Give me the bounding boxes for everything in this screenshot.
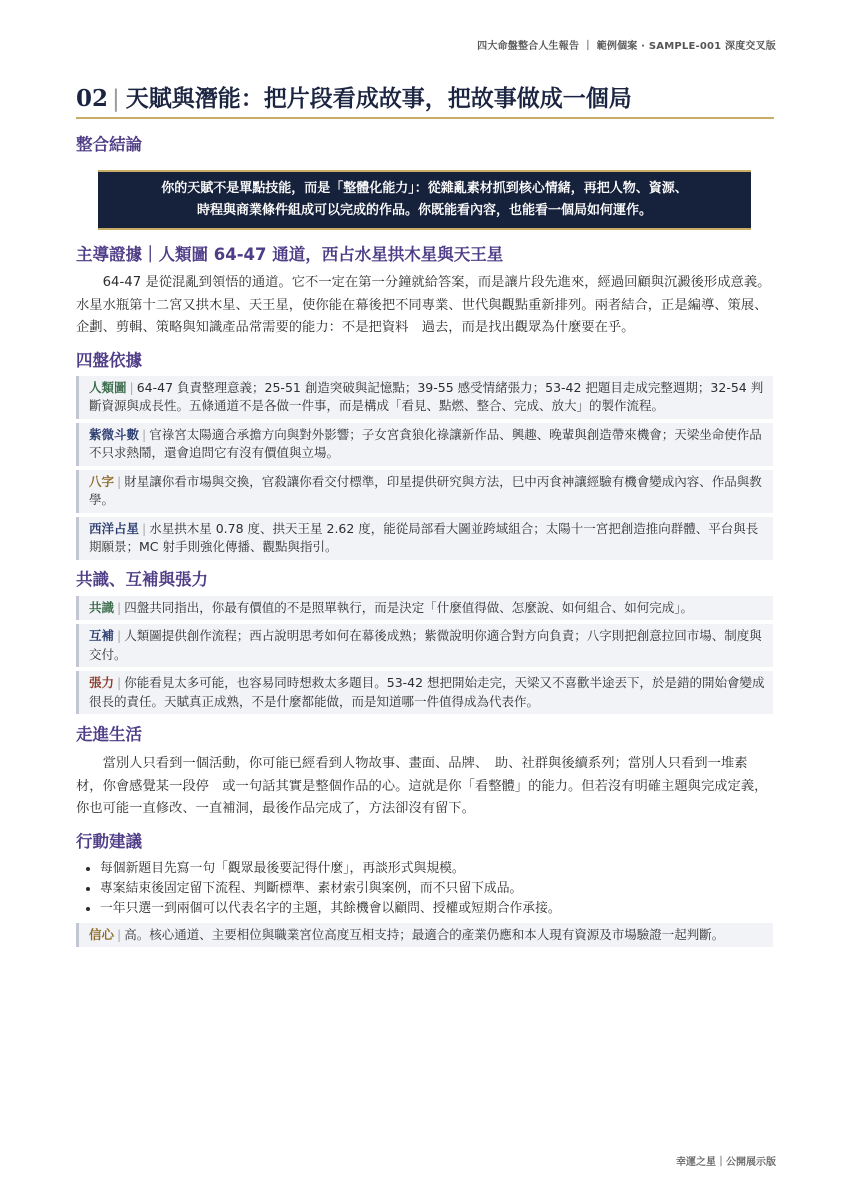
callout-line: 時程與商業條件組成可以完成的作品。你既能看內容，也能看一個局如何運作。 (196, 203, 652, 218)
section-heading-four-charts: 四盤依據 (76, 350, 142, 370)
page-title (76, 80, 774, 113)
title-separator: | (112, 86, 120, 112)
tag-divider: | (129, 379, 134, 395)
section-heading-evidence: 主導證據｜人類圖 64-47 通道，西占水星拱木星與天王星 (76, 245, 504, 264)
consensus-item (76, 596, 773, 621)
chart-evidence-human-design (76, 376, 773, 419)
item-text: 官祿宮太陽適合承擔方向與對外影響；子女宮貪狼化祿讓新作品、興趣、晚輩與創造帶來機會；天梁坐命使作品不只求熱鬧，還會追問它有沒有價值與立場。 (89, 426, 762, 460)
item-text: 四盤共同指出，你最有價值的不是照單執行，而是決定「什麼值得做、怎麼說、如何組合、如何完成」。 (124, 599, 693, 615)
report-content (76, 134, 773, 947)
section-heading-actions: 行動建議 (76, 831, 142, 851)
action-item: • 一年只選一到兩個可以代表名字的主題，其餘機會以顧問、授權或短期合作承接。 (100, 899, 773, 919)
chart-evidence-astrology (76, 517, 773, 560)
action-list (76, 859, 773, 919)
chapter-title: 天賦與潛能：把片段看成故事，把故事做成一個局 (125, 86, 632, 112)
action-item: • 每個新題目先寫一句「觀眾最後要記得什麼」，再談形式與規模。 (100, 859, 773, 879)
tag-divider: | (142, 520, 147, 536)
consensus-list (76, 596, 773, 715)
item-tag: 紫微斗數 (89, 426, 140, 442)
life-paragraph: 當別人只看到一個活動，你可能已經看到人物故事、畫面、品牌、 助、社群與後續系列；當別人只看到一堆素材，你會感覺某一段停 或一句話其實是整個作品的心。這就是你「看整體」的能力。但若沒有明確主題與完成定義，你也可能一直修改、一直補洞，最後作品完成了，方法卻沒有留下。 (76, 756, 768, 816)
item-tag: 互補 (89, 628, 115, 643)
chart-evidence-bazi (76, 470, 773, 513)
tag-divider: | (142, 426, 147, 442)
tag-divider: | (117, 926, 122, 942)
tension-item (76, 671, 773, 714)
tag-divider: | (117, 599, 122, 615)
section-heading-life: 走進生活 (76, 725, 142, 744)
item-tag: 八字 (89, 473, 115, 489)
item-text: 你能看見太多可能，也容易同時想救太多題目。53-42 想把開始走完，天梁又不喜歡半途丟下，於是錯的開始會變成很長的責任。天賦真正成熟，不是什麼都能做，而是知道哪一件值得成為代表作。 (89, 675, 765, 709)
item-text: 水星拱木星 0.78 度、拱天王星 2.62 度，能從局部看大圖並跨域組合；太陽十一宮把創造推向群體、平台與長期願景；MC 射手則強化傳播、觀點與指引。 (89, 520, 759, 554)
item-tag: 人類圖 (89, 379, 127, 395)
evidence-paragraph: 64-47 是從混亂到領悟的通道。它不一定在第一分鐘就給答案，而是讓片段先進來，經過回顧與沉澱後形成意義。水星水瓶第十二宮又拱木星、天王星，使你能在幕後把不同專業、世代與觀點重新排列。兩者結合，正是編導、策展、企劃、剪輯、策略與知識產品常需要的能力：不是把資料 過去，而是找出觀眾為什麼要在乎。 (76, 275, 771, 335)
item-tag: 張力 (89, 675, 115, 690)
action-item: • 專案結束後固定留下流程、判斷標準、素材索引與案例，而不只留下成品。 (100, 879, 773, 899)
tag-divider: | (117, 675, 122, 690)
confidence-tag: 信心 (89, 926, 115, 942)
report-header: 四大命盤整合人生報告 ｜ 範例個案 · SAMPLE-001 深度交叉版 (477, 41, 776, 52)
item-tag: 西洋占星 (89, 520, 140, 536)
confidence-box (76, 923, 773, 948)
confidence-text: 高。核心通道、主要相位與職業宮位高度互相支持；最適合的產業仍應和本人現有資源及市場驗證一起判斷。 (124, 926, 725, 942)
chapter-number: 02 (76, 85, 109, 112)
section-heading-conclusion: 整合結論 (76, 135, 142, 154)
item-text: 64-47 負責整理意義；25-51 創造突破與記憶點；39-55 感受情緒張力；53-42 把題目走成完整週期；32-54 判斷資源與成長性。五條通道不是各做一件事，而是構成「看見、點燃、整合、完成、放大」的製作流程。 (89, 379, 764, 413)
title-rule (76, 117, 774, 119)
page-footer: 幸運之星｜公開展示版 (676, 1157, 776, 1168)
item-text: 財星讓你看市場與交換，官殺讓你看交付標準，印星提供研究與方法，巳中丙食神讓經驗有機會變成內容、作品與教學。 (89, 473, 762, 507)
item-tag: 共識 (89, 599, 115, 615)
callout-line: 你的天賦不是單點技能，而是「整體化能力」：從雜亂素材抓到核心情緒，再把人物、資源、 (161, 181, 688, 196)
four-charts-list (76, 376, 773, 560)
conclusion-callout (98, 170, 751, 230)
tag-divider: | (117, 473, 122, 489)
item-text: 人類圖提供創作流程；西占說明思考如何在幕後成熟；紫微說明你適合對方向負責；八字則把創意拉回市場、制度與交付。 (89, 628, 762, 662)
complement-item (76, 624, 773, 667)
tag-divider: | (117, 628, 122, 643)
chart-evidence-ziwei (76, 423, 773, 466)
section-heading-consensus: 共識、互補與張力 (76, 569, 208, 589)
